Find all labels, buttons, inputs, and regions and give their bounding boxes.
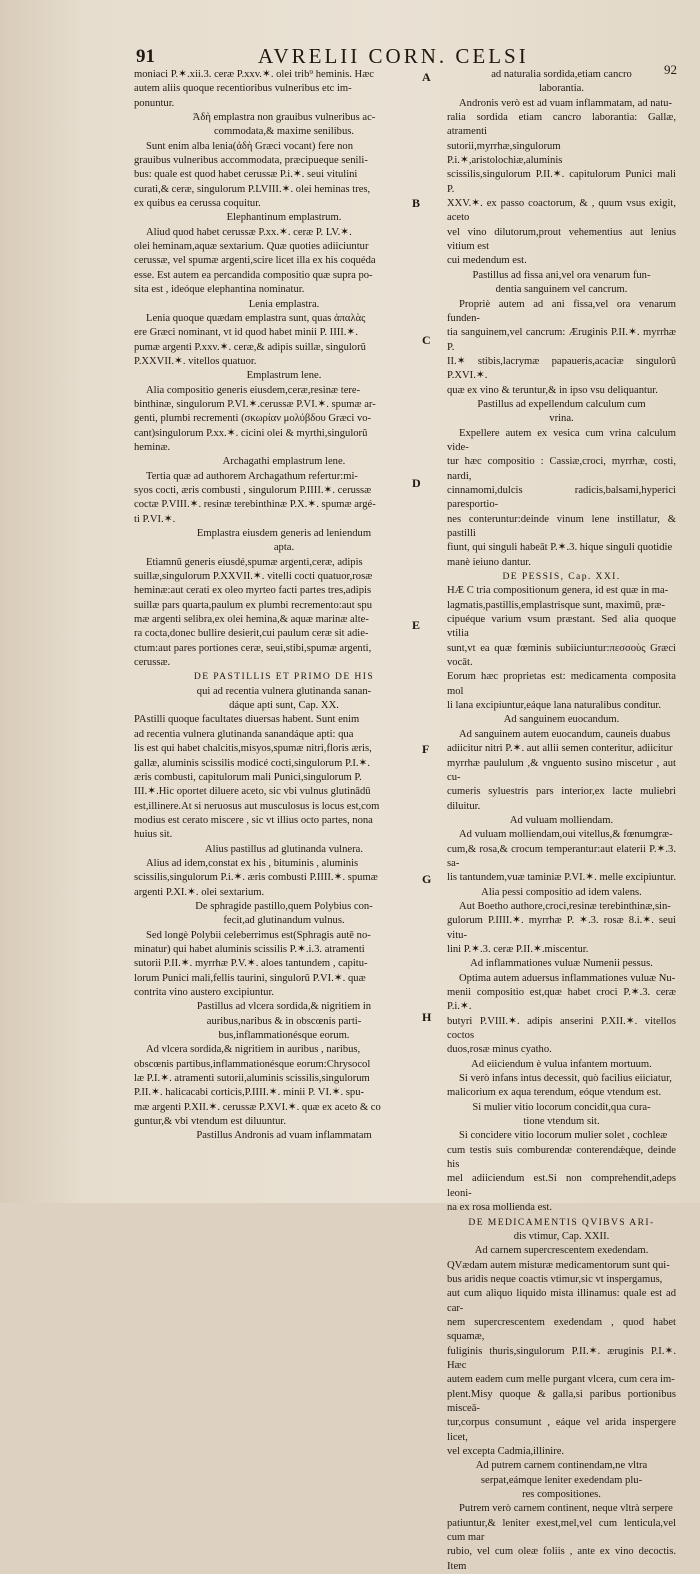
- section-heading: Ad putrem carnem continendam,ne vltra: [475, 1460, 648, 1472]
- text-line: Etiamnũ generis eiusdé,spumæ argenti,ceræ, adipis: [146, 556, 363, 568]
- text-line: patiuntur,& leniter exest,mel,vel cum lenticula,vel cum mar: [447, 1517, 676, 1544]
- text-line: tur hæc compositio : Cassiæ,croci, myrrhæ, costi, nardi,: [447, 456, 676, 482]
- text-line: Andronis verò est ad vuam inflammatam, ad natu-: [459, 97, 672, 109]
- text-line: lorum Punici mali,fellis taurini, singulorũ P.VI.✶. quæ: [134, 972, 366, 984]
- left-column: [134, 68, 434, 1150]
- text-line: suillæ,singulorum P.XXVII.✶. vitelli cocti quatuor,rosæ: [134, 571, 373, 583]
- section-heading: qui ad recentia vulnera glutinanda sanan-: [196, 685, 372, 697]
- margin-letter-b: B: [412, 196, 421, 210]
- section-heading: vrina.: [549, 413, 574, 425]
- margin-letter-h: H: [422, 1010, 432, 1024]
- text-line: scissilis,singulorum P.II.✶. capitulorum Punici mali P.: [447, 169, 676, 195]
- text-line: coctæ P.VIII.✶. resinæ terebinthinæ P.X.✶. spumæ argé-: [134, 499, 376, 511]
- margin-letter-c: C: [422, 333, 431, 347]
- text-line: sutorii,myrrhæ,singulorum P.i.✶,aristolochiæ,aluminis: [447, 140, 563, 167]
- text-line: guntur,& vbi vtendum est diluuntur.: [134, 1116, 287, 1128]
- text-line: II.✶ stibis,lacrymæ papaueris,acaciæ singulorũ P.XVI.✶.: [447, 355, 676, 382]
- text-line: bus aridis neque coactis vtimur,sic vt inspergamus,: [447, 1273, 663, 1285]
- text-line: æris combusti, capitulorum mali Punici,singulorum P.: [134, 771, 362, 783]
- text-line: vel vino dilutorum,prout vehementius aut lenius vitium est: [447, 226, 676, 253]
- chapter-heading: DE PASTILLIS ET PRIMO DE HIS: [193, 671, 375, 683]
- text-line: tia sanguinem,vel cancrum: Æruginis P.II.✶. myrrhæ P.: [447, 327, 676, 353]
- text-line: ralia sordida etiam cancro laborantia: Gallæ, atramenti: [447, 112, 676, 138]
- text-line: malicorium ex aqua terendum, eóque vtendum est.: [447, 1087, 662, 1099]
- text-line: mel adiiciendum est.Si non comprehendit,adeps leoni-: [447, 1173, 676, 1199]
- text-line: Eorum hæc proprietas est: medicamenta composita mol: [447, 671, 676, 697]
- section-heading: Emplastrum lene.: [246, 370, 322, 382]
- text-line: Sunt enim alba lenia(ἀδὴ Græci vocant) fere non: [146, 140, 353, 152]
- section-heading: Alia pessi compositio ad idem valens.: [481, 886, 642, 898]
- text-line: na ex rosa mollienda est.: [447, 1202, 553, 1214]
- text-line: cum,& rosa,& crocum temperantur:aut elaterii P.✶.3. sa-: [447, 843, 676, 869]
- text-line: Aliud quod habet cerussæ P.xx.✶. ceræ P. LV.✶.: [146, 226, 352, 238]
- text-line: aut cum aliquo liquido mista illinamus: quale est ad car-: [447, 1288, 676, 1314]
- text-line: Putrem verò carnem continent, neque vltrà serpere: [459, 1503, 673, 1515]
- section-heading: Emplastra eiusdem generis ad leniendum: [196, 528, 372, 539]
- text-line: syos cocti, æris combusti , singulorum P.IIII.✶. cerussæ: [134, 484, 372, 496]
- text-line: ra cocta,donec bullire desierit,cui paulum ceræ sit adie-: [134, 628, 369, 640]
- section-heading: bus,inflammationésque eorum.: [218, 1030, 350, 1042]
- text-line: adiicitur nitri P.✶. aut allii semen conteritur, adiicitur: [447, 743, 673, 755]
- section-heading: Ad eiiciendum è vulua infantem mortuum.: [471, 1058, 652, 1070]
- text-line: heminæ:aut cerati ex oleo myrteo facti partes tres,adipis: [134, 585, 372, 597]
- text-line: heminæ.: [134, 441, 171, 453]
- section-heading: Ad vuluam molliendam.: [509, 814, 614, 826]
- section-heading: dáque apti sunt, Cap. XX.: [229, 700, 339, 712]
- text-line: modius est cerato miscere , sic vt illius octo partes, nona: [134, 814, 373, 826]
- section-heading: tione vtendum sit.: [523, 1116, 600, 1128]
- text-line: duos,rosæ minus cyatho.: [447, 1044, 552, 1056]
- text-line: Optima autem aduersus inflammationes vuluæ Nu-: [459, 972, 676, 984]
- text-line: Si concidere vitio locorum mulier solet , cochleæ: [459, 1130, 668, 1142]
- text-line: li lana excipiuntur,eáque lana naturalibus conditur.: [447, 700, 662, 712]
- section-heading: serpat,eámque leniter exedendam plu-: [480, 1474, 643, 1486]
- text-line: mæ argenti selibra,ex olei hemina,& aquæ marinæ alte-: [134, 614, 369, 626]
- text-line: sunt,vt ea quæ fœminis subiiciuntur:πεσσοὺς Græci vocāt.: [447, 642, 676, 669]
- section-heading: ad naturalia sordida,etiam cancro: [491, 69, 632, 80]
- text-line: cerussæ.: [134, 657, 171, 669]
- text-line: fiunt, qui singuli habeāt P.✶.3. hique singuli quotidie: [447, 542, 673, 554]
- section-heading: Archagathi emplastrum lene.: [222, 456, 346, 468]
- text-line: III.✶.Hic oportet diluere aceto, sic vbi vulnus glutinādū: [134, 786, 371, 798]
- text-line: plent.Misy quoque & galla,si paribus portionibus misceā-: [447, 1388, 676, 1414]
- margin-letter-g: G: [422, 872, 432, 886]
- text-line: læ P.I.✶. atramenti sutorii,aluminis scissilis,singulorum: [134, 1073, 370, 1085]
- text-line: Ad sanguinem autem euocandum, cauneis duabus: [459, 728, 671, 740]
- text-line: ponuntur.: [134, 97, 175, 109]
- section-heading: Ad inflammationes vuluæ Numenii pessus.: [470, 958, 653, 970]
- text-line: Lenia quoque quædam emplastra sunt, quas ἀπαλὰς: [146, 312, 366, 324]
- text-line: autem aliis quoque recentioribus vulneribus etc im-: [134, 83, 352, 95]
- text-line: sutorii P.II.✶. myrrhæ P.V.✶. aloes tantundem , capitu-: [134, 958, 368, 970]
- section-heading: auribus,naribus & in obscœnis parti-: [206, 1015, 362, 1027]
- text-line: argenti P.XI.✶. olei sextarium.: [134, 886, 265, 898]
- text-line: gulorum P.IIII.✶. myrrhæ P. ✶.3. rosæ 8.i.✶. seui vitu-: [447, 915, 676, 941]
- text-line: vel excepta Cadmia,illinire.: [447, 1446, 565, 1457]
- text-line: manè ieiuno dantur.: [447, 556, 531, 568]
- text-line: tur,corpus consumunt , eáque vel arida inspergere licet,: [447, 1417, 676, 1443]
- text-line: Alius ad idem,constat ex his , bituminis , aluminis: [146, 857, 359, 869]
- section-heading: Pastillus ad fissa ani,vel ora venarum fun-: [472, 269, 651, 281]
- text-line: ere Græci nominant, vt id quod habet minii P. IIII.✶.: [134, 327, 358, 339]
- text-line: ctum:aut pares portiones ceræ, seui,stibi,spumæ argenti,: [134, 642, 372, 654]
- section-heading: commodata,& maxime senilibus.: [213, 126, 355, 138]
- margin-letter-e: E: [412, 618, 421, 632]
- text-line: XXV.✶. ex passo coactorum, & , quum vsus exigit, aceto: [447, 198, 676, 224]
- text-line: est,illinere.At si neruosus aut musculosus is locus est,com: [134, 800, 380, 812]
- section-heading: Pastillus ad expellendum calculum cum: [477, 398, 646, 410]
- text-line: lis est qui habet chalcitis,misyos,spumæ nitri,floris æris,: [134, 743, 372, 755]
- section-heading: De sphragide pastillo,quem Polybius con-: [195, 900, 373, 912]
- text-line: menii compositio est,quæ habet croci P.✶.3. ceræ P.i.✶.: [447, 987, 676, 1013]
- text-line: myrrhæ paululum ,& vnguento susino miscetur , aut cu-: [447, 757, 676, 783]
- text-line: nes conteruntur:deinde vinum lene instillatur, & pastilli: [447, 513, 676, 539]
- text-line: rubio, vel cum oleæ foliis , ante ex vino decoctis. Item: [447, 1546, 676, 1572]
- text-line: cumeris syluestris pars interior,ex lacte muliebri diluitur.: [447, 786, 676, 812]
- margin-letter-f: F: [422, 742, 430, 756]
- text-line: Sed longè Polybii celeberrimus est(Sphragis autē no-: [146, 929, 371, 941]
- text-line: Ad vlcera sordida,& nigritiem in auribus , naribus,: [146, 1044, 361, 1056]
- text-line: pumæ argenti P.xxv.✶. ceræ,& adipis suillæ, singulorũ: [134, 341, 366, 353]
- text-line: autem eadem cum melle purgant vlcera, cum cera im-: [447, 1374, 675, 1386]
- section-heading: Lenia emplastra.: [248, 298, 320, 310]
- text-line: Si verò infans intus decessit, quò facilius eiiciatur,: [459, 1073, 672, 1085]
- text-line: olei heminam,aquæ sextarium. Quæ quoties adiiciuntur: [134, 241, 369, 253]
- chapter-heading: DE PESSIS, Cap. XXI.: [502, 571, 621, 583]
- text-line: Ad vuluam molliendam,oui vitellus,& fœnumgræ-: [459, 829, 673, 841]
- text-line: mæ argenti P.XII.✶. cerussæ P.XVI.✶. quæ ex aceto & co: [134, 1101, 381, 1113]
- text-line: Tertia quæ ad authorem Archagathum refertur:mi-: [146, 470, 358, 482]
- chapter-heading: DE MEDICAMENTIS QVIBVS ARI-: [468, 1216, 655, 1228]
- text-line: ex quibus ea cerussa coquitur.: [134, 198, 261, 210]
- right-column: [447, 68, 676, 1572]
- text-line: Alia compositio generis eiusdem,ceræ,resinæ tere-: [146, 384, 361, 396]
- text-line: bus: quale est quod habet cerussæ P.i.✶. seui vitulini: [134, 169, 358, 181]
- text-line: quæ ex vino & teruntur,& in ipso vsu deliquantur.: [447, 384, 658, 396]
- text-line: genti, plumbi recrementi (σκωρίαν μολύβδου Græci vo-: [134, 413, 372, 425]
- text-line: minatur) qui habet aluminis scissilis P.✶.i.3. atramenti: [134, 943, 365, 955]
- text-line: HÆ C tria compositionum genera, id est quæ in ma-: [447, 585, 669, 597]
- text-line: lis tantundem,vuæ taminiæ P.VI.✶. melle excipiuntur.: [447, 872, 676, 884]
- section-heading: Pastillus ad vlcera sordida,& nigritiem in: [196, 1001, 372, 1013]
- text-line: cum testis suis comburendæ conterendǽque, deinde his: [447, 1144, 676, 1171]
- text-line: Propriè autem ad ani fissa,vel ora venarum funden-: [447, 298, 676, 324]
- text-line: cui medendum est.: [447, 255, 527, 267]
- text-line: gallæ, aluminis scissilis modicé cocti,singulorum P.I.✶.: [134, 757, 371, 769]
- section-heading: Ad carnem supercrescentem exedendam.: [474, 1245, 649, 1257]
- folio-right: 92: [664, 62, 677, 77]
- text-line: PAstilli quoque facultates diuersas habent. Sunt enim: [134, 714, 360, 726]
- text-line: nem supercrescentem exedendam , quod habet squamæ,: [447, 1316, 676, 1343]
- section-heading: fecit,ad glutinandum vulnus.: [223, 915, 345, 927]
- text-line: moniaci P.✶.xii.3. ceræ P.xxv.✶. olei trib⁹ heminis. Hæc: [134, 69, 374, 80]
- text-line: scissilis,singulorum P.i.✶. æris combusti P.IIII.✶. spumæ: [134, 872, 378, 884]
- text-line: esse. Est autem ea percandida compositio quæ supra po-: [134, 269, 373, 281]
- text-line: butyri P.VIII.✶. adipis anserini P.XII.✶. vitellos coctos: [447, 1015, 676, 1042]
- section-heading: Pastillus Andronis ad vuam inflammatam: [196, 1130, 372, 1142]
- text-line: fuliginis thuris,singulorum P.II.✶. æruginis P.I.✶. Hæc: [447, 1345, 676, 1371]
- section-heading: res compositiones.: [522, 1489, 601, 1501]
- margin-letter-a: A: [422, 70, 431, 84]
- section-heading: dentia sanguinem vel cancrum.: [495, 284, 628, 296]
- text-line: obscœnis partibus,inflammationésque eorum:Chrysocol: [134, 1058, 371, 1070]
- section-heading: Alius pastillus ad glutinanda vulnera.: [205, 843, 363, 855]
- text-line: cinnamomi,dulcis radicis,balsami,hyperici paresportio-: [447, 484, 676, 511]
- text-line: Expellere autem ex vesica cum vrina calculum vide-: [447, 427, 676, 453]
- section-heading: Ἀδὴ emplastra non grauibus vulneribus ac-: [192, 112, 376, 124]
- section-heading: Si mulier vitio locorum concidit,qua cura-: [472, 1101, 651, 1113]
- margin-letter-d: D: [412, 476, 421, 490]
- folio-left: 91: [136, 46, 155, 67]
- text-line: P.II.✶. halicacabi corticis,P.IIII.✶. minii P. VI.✶. spu-: [134, 1087, 365, 1099]
- section-heading: apta.: [273, 542, 295, 554]
- text-line: contrita vino austero excipiuntur.: [134, 987, 275, 998]
- text-line: curati,& ceræ, singulorum P.LVIII.✶. olei heminas tres,: [134, 183, 371, 195]
- running-title: AVRELII CORN. CELSI: [258, 44, 529, 68]
- text-line: lini P.✶.3. ceræ P.II.✶.miscentur.: [447, 943, 589, 955]
- section-heading: Elephantinum emplastrum.: [226, 212, 342, 224]
- text-line: cant)singulorum P.xx.✶. cicini olei & myrthi,singulorũ: [134, 427, 368, 439]
- text-line: huius sit.: [134, 829, 173, 841]
- text-line: binthinæ, singulorum P.VI.✶.cerussæ P.VI.✶. spumæ ar-: [134, 398, 376, 410]
- text-line: grauibus vulneribus accommodata, præcipueque senili-: [134, 155, 368, 167]
- text-line: sita est , ideóque elephantina nominatur.: [134, 284, 305, 296]
- text-line: cipuéque varium vsum præstant. Sed alia quoque vtilia: [447, 614, 676, 640]
- text-line: ti P.VI.✶.: [134, 513, 176, 525]
- text-line: lagmatis,pastillis,emplastrisque sunt, maximū, præ-: [447, 599, 666, 611]
- text-line: ad recentia vulnera glutinanda sanandáque apti: qua: [134, 728, 354, 740]
- text-line: suillæ pars quarta,paulum ex plumbi recremento:aut spu: [134, 599, 373, 611]
- text-line: P.XXVII.✶. vitellos quatuor.: [134, 355, 257, 367]
- section-heading: Ad sanguinem euocandum.: [503, 714, 620, 726]
- section-heading: laborantia.: [538, 83, 584, 95]
- text-line: cerussæ, vel spumæ argenti,scire licet illa ex his coquéda: [134, 255, 376, 267]
- section-heading: dis vtimur, Cap. XXII.: [513, 1230, 610, 1242]
- text-line: Aut Boetho authore,croci,resinæ terebinthinæ,sin-: [459, 900, 671, 912]
- text-line: QVædam autem misturæ medicamentorum sunt qui-: [447, 1259, 670, 1271]
